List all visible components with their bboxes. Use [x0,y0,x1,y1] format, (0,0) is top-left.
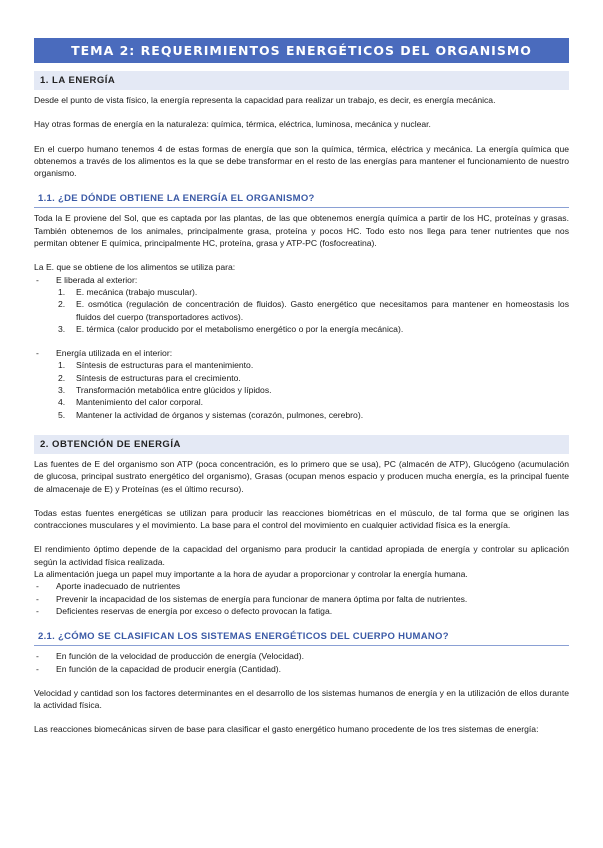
list-item: 3. E. térmica (calor producido por el metabolismo energético o por la energía mecánica). [58,323,404,334]
numbered-list [34,359,569,420]
paragraph: La alimentación juega un papel muy importante a la hora de ayudar a proporcionar y controlar la energía humana. [34,569,468,580]
paragraph: Las reacciones biomecánicas sirven de base para clasificar el gasto energético humano procedente de los tres sistemas de energía: [34,724,539,735]
list-item: 3. Transformación metabólica entre glúcidos y lípidos. [58,385,272,396]
list-item: - Deficientes reservas de energía por exceso o defecto provocan la fatiga. [34,605,569,617]
paragraph: Desde el punto de vista físico, la energía representa la capacidad para realizar un trabajo, es decir, es energía mecánica. [34,95,496,105]
document-title: TEMA 2: REQUERIMIENTOS ENERGÉTICOS DEL ORGANISMO [71,43,532,58]
title-banner [34,38,569,63]
list-item: 1. Síntesis de estructuras para el mantenimiento. [58,360,254,371]
paragraph: Hay otras formas de energía en la naturaleza: química, térmica, eléctrica, luminosa, mecánica y nuclear. [34,119,431,130]
list-item: - En función de la capacidad de producir energía (Cantidad). [34,663,569,675]
dash-list [34,650,569,675]
paragraph: Toda la E proviene del Sol, que es captada por las plantas, de las que obtenemos energía química a partir de los HC, proteínas y grasas. También obtenemos de los animales, principalmente grasa, proteína y pocos HC. Todo esto nos llega para tener nutrientes que nos permitan obtener E química, principalmente HC, proteína, grasa y ATP-PC (fosfocreatina). [34,213,569,249]
document-page [34,38,569,736]
section-heading-obtencion: 2. OBTENCIÓN DE ENERGÍA [34,435,569,454]
paragraph: Todas estas fuentes energéticas se utilizan para producir las reacciones biométricas en el músculo, de tal forma que se originen las contracciones musculares y el movimiento. La base para el control del movimiento en cualquier actividad física es la energía. [34,507,569,531]
list-item: 2. E. osmótica (regulación de concentración de fluidos). Gasto energético que necesitamos para mantener en homeostasis los fluidos del cuerpo (transportadores activos). [58,299,569,322]
list-item: 2. Síntesis de estructuras para el crecimiento. [58,372,241,383]
list-item: - Aporte inadecuado de nutrientes [34,580,569,592]
paragraph: En el cuerpo humano tenemos 4 de estas formas de energía que son la química, térmica, eléctrica y mecánica. La energía química que obtenemos a través de los alimentos es la que se debe transformar en el resto de las energías para mantener el funcionamiento de nuestro organismo. [34,143,569,179]
dash-list [34,347,569,359]
list-item: 1. E. mecánica (trabajo muscular). [58,286,198,297]
paragraph: El rendimiento óptimo depende de la capacidad del organismo para producir la cantidad apropiada de energía y controlar su aplicación según la actividad física realizada. [34,544,569,567]
list-item: - En función de la velocidad de producción de energía (Velocidad). [34,650,569,662]
dash-list [34,274,569,286]
subsection-heading-clasificacion: 2.1. ¿CÓMO SE CLASIFICAN LOS SISTEMAS ENERGÉTICOS DEL CUERPO HUMANO? [34,631,569,646]
subsection-heading-origen: 1.1. ¿DE DÓNDE OBTIENE LA ENERGÍA EL ORGANISMO? [34,193,569,208]
list-item: - Prevenir la incapacidad de los sistemas de energía para funcionar de manera óptima por falta de nutrientes. [34,593,569,605]
numbered-list [34,286,569,335]
list-item: - E liberada al exterior: [34,274,569,286]
list-item: 4. Mantenimiento del calor corporal. [58,397,204,408]
paragraph: La E. que se obtiene de los alimentos se utiliza para: [34,262,236,273]
dash-list [34,580,569,617]
list-item: 5. Mantener la actividad de órganos y sistemas (corazón, pulmones, cerebro). [58,409,364,420]
paragraph: Las fuentes de E del organismo son ATP (poca concentración, es lo primero que se usa), PC (almacén de ATP), Glucógeno (acumulación de glucosa, principal sustrato energético del organismo), Grasas (ocupan menos espacio y producen mucha energía, es la principal fuente de almacenaje de E) y Proteínas (es el último recurso). [34,458,569,494]
section-heading-energia: 1. LA ENERGÍA [34,71,569,90]
list-item: - Energía utilizada en el interior: [34,347,569,359]
paragraph: Velocidad y cantidad son los factores determinantes en el desarrollo de los sistemas humanos de energía y en la utilización de ellos durante la actividad física. [34,687,569,711]
